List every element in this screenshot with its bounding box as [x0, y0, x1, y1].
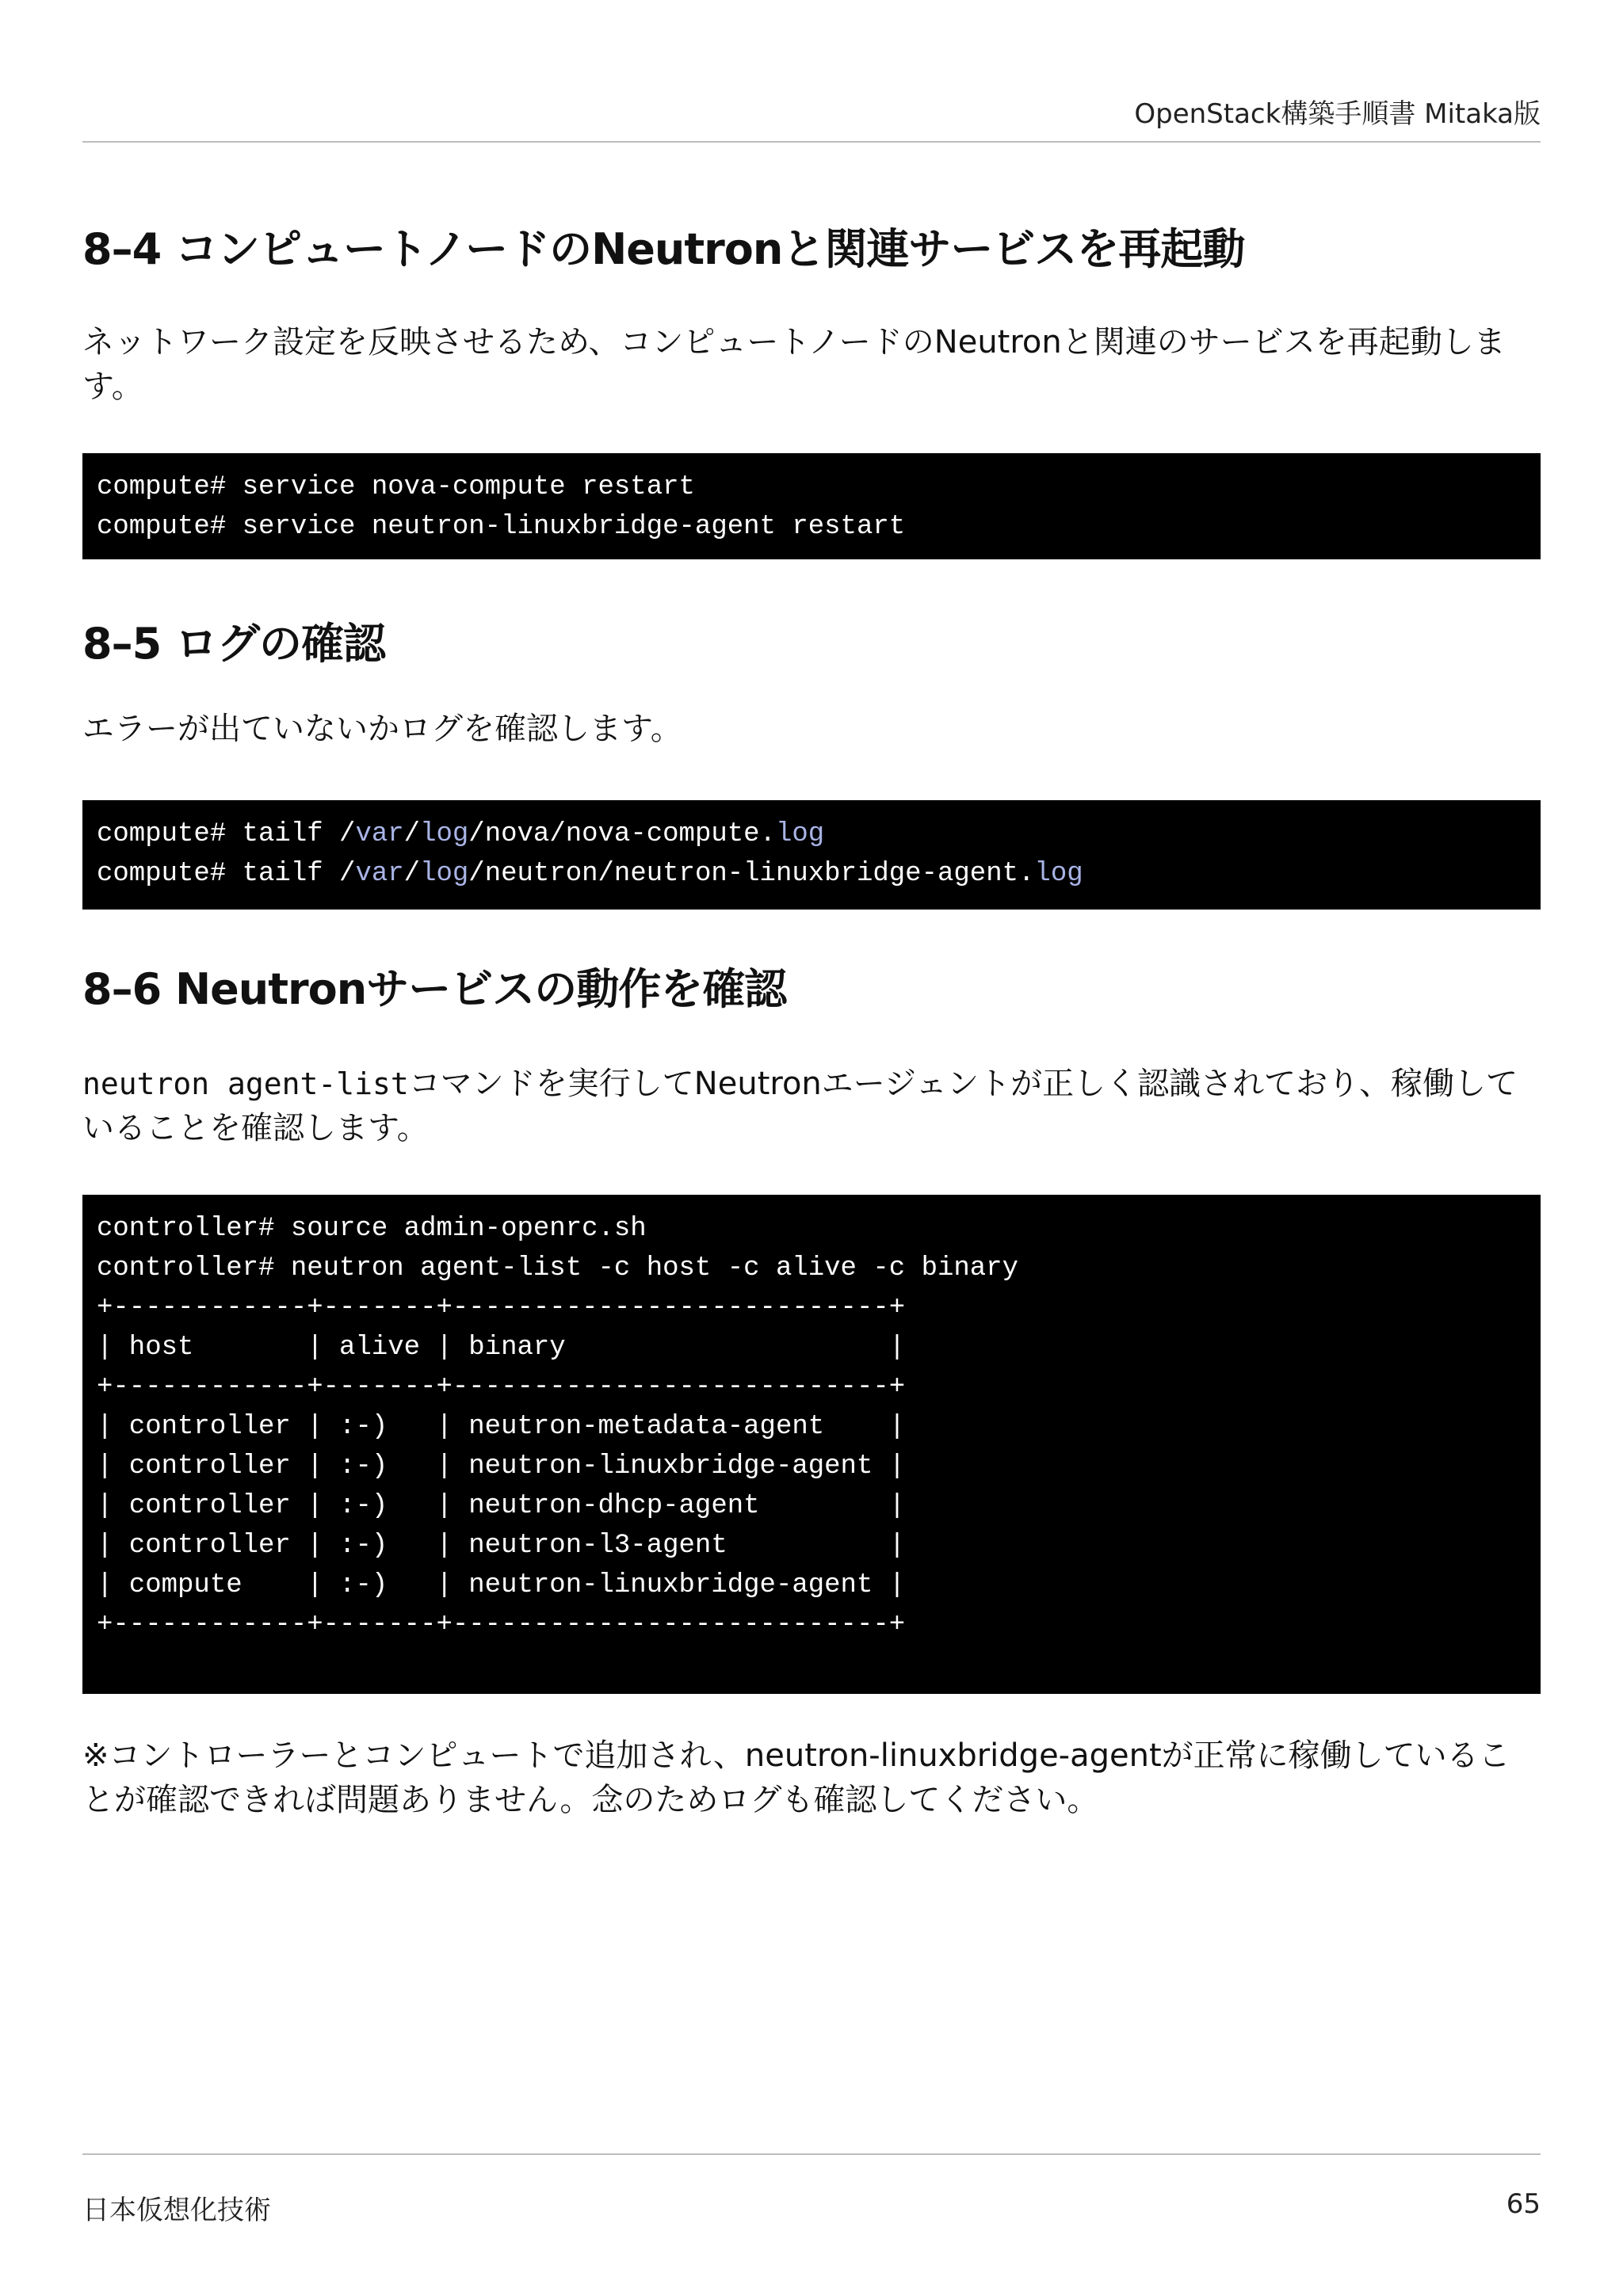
code-line: controller# source admin-openrc.sh [97, 1214, 647, 1244]
table-border: +------------+-------+---------------------------+ [97, 1610, 906, 1640]
code-line: compute# service neutron-linuxbridge-agent restart [97, 512, 906, 542]
code-separator: / [403, 859, 421, 889]
page-number: 65 [1506, 2188, 1541, 2220]
code-separator: / [403, 819, 421, 849]
section-8-4-paragraph: ネットワーク設定を反映させるため、コンピュートノードのNeutronと関連のサービスを再起動します。 [82, 324, 1506, 405]
code-keyword: log [420, 819, 469, 849]
running-header: OpenStack構築手順書 Mitaka版 [1134, 98, 1541, 130]
section-title-8-6: 8–6 Neutronサービスの動作を確認 [82, 964, 787, 1014]
table-row: | compute | :-) | neutron-linuxbridge-agent | [97, 1570, 906, 1600]
inline-command: neutron agent-list [82, 1066, 409, 1101]
table-row: | controller | :-) | neutron-dhcp-agent | [97, 1491, 906, 1521]
code-line: compute# service nova-compute restart [97, 472, 695, 502]
code-line [97, 854, 1526, 894]
section-title-8-4: 8–4 コンピュートノードのNeutronと関連サービスを再起動 [82, 224, 1245, 274]
code-block-restart [82, 453, 1541, 559]
code-keyword: var [355, 859, 404, 889]
code-keyword: log [420, 859, 469, 889]
table-row: | controller | :-) | neutron-linuxbridge-agent | [97, 1451, 906, 1482]
table-header: | host | alive | binary | [97, 1333, 906, 1363]
table-row: | controller | :-) | neutron-metadata-agent | [97, 1412, 906, 1442]
verification-note: ※コントローラーとコンピュートで追加され、neutron-linuxbridge-agentが正常に稼働していることが確認できれば問題ありません。念のためログも確認してください。 [82, 1737, 1510, 1818]
footer-divider [82, 2153, 1541, 2155]
section-8-5-paragraph: エラーが出ていないかログを確認します。 [82, 711, 682, 747]
header-divider [82, 141, 1541, 143]
table-border: +------------+-------+---------------------------+ [97, 1293, 906, 1323]
code-prompt: compute# tailf / [97, 859, 356, 889]
code-line: controller# neutron agent-list -c host -c alive -c binary [97, 1253, 1018, 1283]
code-prompt: compute# tailf / [97, 819, 356, 849]
table-border: +------------+-------+---------------------------+ [97, 1372, 906, 1402]
code-line [97, 814, 1526, 854]
code-keyword: var [355, 819, 404, 849]
paragraph-text: コマンドを実行してNeutronエージェントが正しく認識されており、稼働していることを確認します。 [82, 1066, 1518, 1146]
code-path: /nova/nova-compute. [468, 819, 776, 849]
code-keyword: log [1034, 859, 1083, 889]
section-8-6-paragraph [82, 1062, 1541, 1150]
code-block-logs [82, 800, 1541, 910]
table-row: | controller | :-) | neutron-l3-agent | [97, 1531, 906, 1561]
code-block-agent-list [82, 1195, 1541, 1694]
footer-publisher: 日本仮想化技術 [82, 2195, 271, 2226]
section-title-8-5: 8–5 ログの確認 [82, 619, 385, 669]
code-path: /neutron/neutron-linuxbridge-agent. [468, 859, 1035, 889]
code-keyword: log [775, 819, 825, 849]
